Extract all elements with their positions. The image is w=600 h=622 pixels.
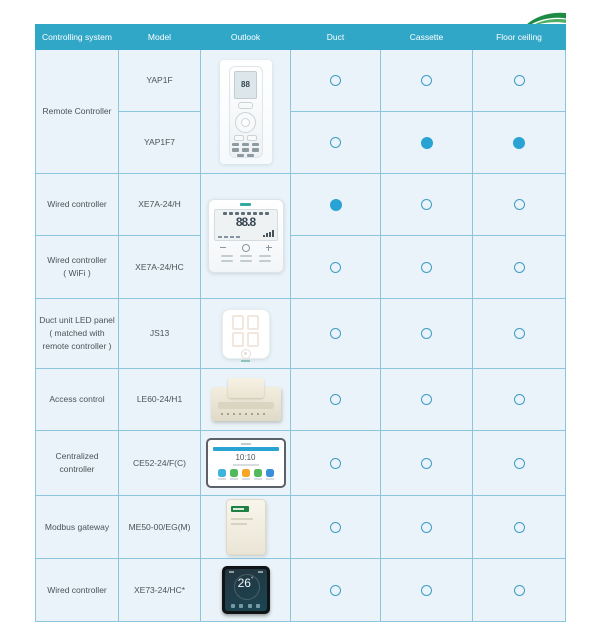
app-icon xyxy=(218,469,226,477)
remote-power-button xyxy=(238,102,253,109)
support-cell-floor-ceiling xyxy=(473,431,566,496)
cell-system-remote-controller: Remote Controller xyxy=(36,50,119,174)
remote-small-button xyxy=(234,135,244,141)
remote-dpad xyxy=(235,112,256,133)
modbus-gateway-photo xyxy=(226,499,266,555)
remote-key xyxy=(232,143,239,147)
support-cell-cassette xyxy=(381,112,473,174)
support-cell-floor-ceiling xyxy=(473,112,566,174)
lcd-label xyxy=(218,236,222,238)
support-cell-duct xyxy=(291,236,381,299)
remote-key xyxy=(237,154,244,158)
remote-key xyxy=(252,148,259,152)
header-row xyxy=(36,25,566,50)
button-label xyxy=(259,260,271,262)
support-marker xyxy=(330,199,342,211)
lcd-label xyxy=(224,236,228,238)
support-marker xyxy=(330,458,341,469)
support-marker xyxy=(330,75,341,86)
support-cell-floor-ceiling xyxy=(473,369,566,431)
screen-status-row xyxy=(229,571,263,573)
cell-model-me50: ME50-00/EG(M) xyxy=(119,496,201,559)
gree-logo xyxy=(240,203,251,206)
button-label xyxy=(221,255,233,257)
support-cell-duct xyxy=(291,431,381,496)
support-cell-cassette xyxy=(381,236,473,299)
plus-button xyxy=(266,245,272,251)
support-cell-duct xyxy=(291,174,381,236)
remote-key xyxy=(242,148,249,152)
screen-app-icons xyxy=(212,469,280,480)
support-marker xyxy=(330,522,341,533)
compatibility-table xyxy=(35,24,566,622)
remote-controller-photo xyxy=(220,60,272,164)
cell-system-wired-controller-2: Wired controller xyxy=(36,559,119,622)
support-marker xyxy=(513,137,525,149)
remote-key xyxy=(242,143,249,147)
screen-subtext xyxy=(233,464,259,466)
thermostat-screen xyxy=(225,569,267,611)
gateway-line xyxy=(231,523,247,525)
support-marker xyxy=(514,458,525,469)
screen-temperature: 26° xyxy=(237,576,254,590)
screen-clock: 10:10 xyxy=(235,453,256,462)
remote-key xyxy=(232,148,239,152)
support-marker xyxy=(421,75,432,86)
support-cell-cassette xyxy=(381,369,473,431)
panel-button xyxy=(241,349,251,359)
cell-outlook-modbus-gateway xyxy=(201,496,291,559)
gree-logo xyxy=(241,443,251,445)
support-cell-floor-ceiling xyxy=(473,299,566,369)
support-cell-floor-ceiling xyxy=(473,236,566,299)
table-row xyxy=(36,174,566,236)
support-marker xyxy=(421,585,432,596)
remote-small-button xyxy=(247,135,257,141)
support-marker xyxy=(421,199,432,210)
support-marker xyxy=(421,262,432,273)
support-marker xyxy=(421,137,433,149)
terminal-strip xyxy=(218,402,274,409)
module-top xyxy=(228,378,264,398)
cell-model-xe73: XE73-24/HC* xyxy=(119,559,201,622)
remote-lcd: 88 xyxy=(234,71,257,99)
support-marker xyxy=(330,262,341,273)
support-cell-cassette xyxy=(381,50,473,112)
gateway-line xyxy=(231,518,253,520)
col-header-floor-ceiling: Floor ceiling xyxy=(473,25,566,50)
cell-outlook-wired-controller-2 xyxy=(201,559,291,622)
remote-key xyxy=(252,143,259,147)
led-digit xyxy=(232,332,244,347)
cell-model-xe7a-24hc: XE7A-24/HC xyxy=(119,236,201,299)
support-cell-floor-ceiling xyxy=(473,496,566,559)
support-marker xyxy=(514,262,525,273)
table-row xyxy=(36,559,566,622)
table-row xyxy=(36,431,566,496)
support-marker xyxy=(330,585,341,596)
cell-system-modbus-gateway: Modbus gateway xyxy=(36,496,119,559)
support-marker xyxy=(421,522,432,533)
cell-outlook-led-panel xyxy=(201,299,291,369)
support-cell-cassette xyxy=(381,299,473,369)
col-header-duct: Duct xyxy=(291,25,381,50)
app-icon xyxy=(230,469,238,477)
support-marker xyxy=(514,328,525,339)
support-marker xyxy=(514,522,525,533)
support-cell-duct xyxy=(291,50,381,112)
lcd-icon xyxy=(223,212,227,216)
col-header-controlling-system: Controlling system xyxy=(36,25,119,50)
table-row xyxy=(36,50,566,112)
cell-system-wired-controller-wifi: Wired controller ( WiFi ) xyxy=(36,236,119,299)
access-control-photo xyxy=(209,376,283,424)
remote-controller-drawing xyxy=(229,66,263,158)
cell-model-ce52: CE52-24/F(C) xyxy=(119,431,201,496)
support-marker xyxy=(514,75,525,86)
lcd-label xyxy=(230,236,234,238)
table-row xyxy=(36,369,566,431)
screen-header-bar xyxy=(213,447,279,451)
support-cell-duct xyxy=(291,369,381,431)
cell-system-wired-controller: Wired controller xyxy=(36,174,119,236)
cell-model-yap1f7: YAP1F7 xyxy=(119,112,201,174)
table-row xyxy=(36,236,566,299)
support-cell-cassette xyxy=(381,431,473,496)
cell-outlook-remote-controller xyxy=(201,50,291,174)
support-cell-cassette xyxy=(381,174,473,236)
support-cell-cassette xyxy=(381,559,473,622)
gree-logo xyxy=(241,360,250,362)
support-cell-duct xyxy=(291,112,381,174)
wired-controller-lcd xyxy=(214,209,278,241)
button-label xyxy=(240,255,252,257)
table-row xyxy=(36,496,566,559)
lcd-icon xyxy=(265,212,269,216)
col-header-model: Model xyxy=(119,25,201,50)
lcd-temperature: 88.8 xyxy=(235,215,256,229)
app-icon xyxy=(266,469,274,477)
table-row xyxy=(36,299,566,369)
led-digit xyxy=(247,332,259,347)
button-label xyxy=(240,260,252,262)
button-label xyxy=(259,255,271,257)
support-cell-duct xyxy=(291,299,381,369)
cell-model-yap1f: YAP1F xyxy=(119,50,201,112)
col-header-cassette: Cassette xyxy=(381,25,473,50)
cell-model-le60: LE60-24/H1 xyxy=(119,369,201,431)
support-cell-floor-ceiling xyxy=(473,559,566,622)
cell-model-xe7a-24h: XE7A-24/H xyxy=(119,174,201,236)
support-marker xyxy=(514,394,525,405)
support-marker xyxy=(421,394,432,405)
cell-outlook-wired-controller xyxy=(201,174,291,299)
button-label xyxy=(221,260,233,262)
lcd-label xyxy=(236,236,240,238)
support-marker xyxy=(330,394,341,405)
support-cell-cassette xyxy=(381,496,473,559)
cell-system-access-control: Access control xyxy=(36,369,119,431)
lcd-icon xyxy=(229,212,233,216)
ok-button xyxy=(242,244,250,252)
support-marker xyxy=(421,328,432,339)
lcd-icon xyxy=(259,212,263,216)
support-marker xyxy=(514,585,525,596)
support-marker xyxy=(330,137,341,148)
support-cell-floor-ceiling xyxy=(473,50,566,112)
terminal-dots xyxy=(221,413,266,416)
cell-model-js13: JS13 xyxy=(119,299,201,369)
cell-system-centralized-controller: Centralized controller xyxy=(36,431,119,496)
app-icon xyxy=(254,469,262,477)
support-cell-duct xyxy=(291,559,381,622)
gateway-label xyxy=(231,506,249,512)
cell-system-duct-led-panel: Duct unit LED panel ( matched with remote controller ) xyxy=(36,299,119,369)
led-digit xyxy=(247,315,259,330)
screen-icon-row xyxy=(231,604,261,608)
wired-controller-photo xyxy=(208,199,284,273)
support-cell-duct xyxy=(291,496,381,559)
minus-button xyxy=(220,247,226,249)
support-marker xyxy=(514,199,525,210)
col-header-outlook: Outlook xyxy=(201,25,291,50)
duct-led-panel-photo xyxy=(222,309,270,359)
led-digit xyxy=(232,315,244,330)
support-cell-floor-ceiling xyxy=(473,174,566,236)
app-icon xyxy=(242,469,250,477)
cell-outlook-centralized-controller xyxy=(201,431,291,496)
support-marker xyxy=(421,458,432,469)
support-marker xyxy=(330,328,341,339)
lcd-signal-bars xyxy=(263,230,274,237)
wired-controller-2-photo xyxy=(222,566,270,614)
centralized-controller-photo xyxy=(206,438,286,488)
remote-key xyxy=(247,154,254,158)
cell-outlook-access-control xyxy=(201,369,291,431)
